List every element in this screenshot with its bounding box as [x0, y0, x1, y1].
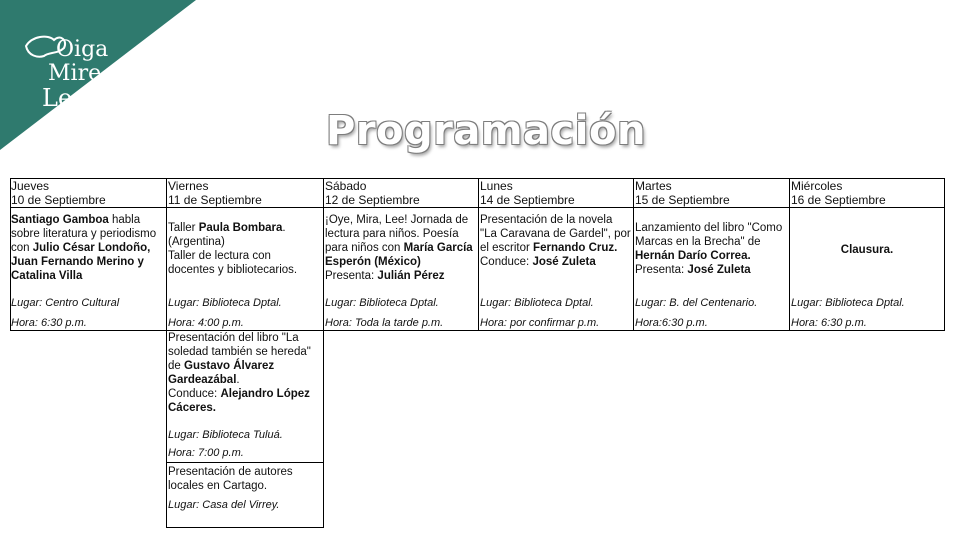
event-text: Presentación del libro "La soledad también se hereda" de [168, 332, 311, 372]
header-date: 10 de Septiembre [11, 193, 106, 207]
hour-martes: Hora:6:30 p.m. [635, 317, 708, 329]
speaker-name: Fernando Cruz. [533, 242, 618, 254]
hour-miercoles: Hora: 6:30 p.m. [791, 317, 867, 329]
header-day: Lunes [480, 179, 513, 193]
event-jueves [11, 213, 165, 283]
hour-lunes: Hora: por confirmar p.m. [480, 317, 600, 329]
speaker-name: María García Esperón (México) [325, 242, 473, 268]
event-text: Lanzamiento del libro "Como Marcas en la Brecha" de [635, 222, 783, 248]
festival-logo [18, 28, 133, 128]
col-border-4 [633, 178, 634, 331]
place-viernes-3: Lugar: Casa del Virrey. [168, 499, 280, 511]
speaker-name: Gustavo Álvarez Gardeazábal [168, 360, 275, 386]
presenter-name: Julián Pérez [377, 270, 445, 282]
header-day: Sábado [325, 179, 367, 193]
place-viernes-2: Lugar: Biblioteca Tuluá. [168, 429, 283, 441]
header-day: Jueves [11, 179, 50, 193]
event-text: Taller [168, 222, 199, 234]
header-day: Viernes [168, 179, 209, 193]
event-martes [635, 221, 788, 277]
event-viernes-2 [168, 331, 320, 415]
header-divider [10, 207, 944, 208]
header-date: 15 de Septiembre [635, 193, 730, 207]
event-text: habla sobre literatura y periodismo con [11, 214, 157, 254]
header-day: Martes [635, 179, 672, 193]
speaker-names: Julio César Londoño, Juan Fernando Merino y Catalina Villa [11, 242, 151, 282]
event-text: Taller de lectura con docentes y bibliotecarios. [168, 250, 298, 276]
presenter-name: José Zuleta [687, 264, 751, 276]
place-lunes: Lugar: Biblioteca Dptal. [480, 297, 594, 309]
speaker-name: Paula Bombara [198, 222, 283, 234]
logo-tag-3: DEL LIBRO Y LA [82, 104, 114, 109]
presenter-name: José Zuleta [532, 256, 596, 268]
table-bottom-border [10, 330, 944, 331]
event-text: . [236, 374, 240, 386]
friday-extension-bottom [166, 527, 323, 528]
event-text: Presentación de la novela "La Caravana de Gardel", por el escritor [480, 214, 631, 254]
event-miercoles: Clausura. [840, 244, 894, 256]
col-border-3 [478, 178, 479, 331]
header-lunes [480, 179, 630, 207]
hour-sabado: Hora: Toda la tarde p.m. [325, 317, 444, 329]
event-lunes [480, 213, 631, 269]
col-border-2 [323, 178, 324, 528]
event-text: Conduce: [480, 256, 533, 268]
hour-viernes: Hora: 4:00 p.m. [168, 317, 244, 329]
header-viernes [168, 179, 318, 207]
event-text: Presenta: [635, 264, 688, 276]
logo-year: 2015 [84, 117, 100, 124]
logo-word-3: Lea [42, 84, 87, 112]
event-text: Presenta: [325, 270, 378, 282]
place-martes: Lugar: B. del Centenario. [635, 297, 758, 309]
header-date: 12 de Septiembre [325, 193, 420, 207]
logo-tag-4: CULTURA [82, 109, 101, 114]
col-border-6 [944, 178, 945, 331]
speaker-name: Santiago Gamboa [11, 214, 109, 226]
speaker-name: Alejandro López Cáceres. [168, 388, 310, 414]
place-viernes: Lugar: Biblioteca Dptal. [168, 297, 282, 309]
header-date: 14 de Septiembre [480, 193, 575, 207]
header-miercoles [791, 179, 943, 207]
place-jueves: Lugar: Centro Cultural [11, 297, 120, 309]
header-date: 11 de Septiembre [168, 193, 262, 207]
header-martes [635, 179, 785, 207]
page-title: Programación [326, 108, 646, 154]
place-sabado: Lugar: Biblioteca Dptal. [325, 297, 439, 309]
speaker-name: Hernán Darío Correa. [635, 250, 751, 262]
event-viernes-3: Presentación de autores locales en Cartago. [168, 466, 293, 492]
logo-tag-1: 5ª FESTIVAL [82, 94, 107, 99]
col-border-5 [789, 178, 790, 331]
event-sabado [325, 213, 477, 283]
hour-jueves: Hora: 6:30 p.m. [11, 317, 87, 329]
event-text: ¡Oye, Mira, Lee! Jornada de lectura para niños. Poesía para niños con [325, 214, 469, 254]
logo-word-1: Oiga [56, 37, 109, 62]
header-day: Miércoles [791, 179, 843, 193]
col-border-1 [166, 178, 167, 528]
logo-tag-2: INTERNACIONAL [82, 99, 115, 104]
header-sabado [325, 179, 475, 207]
event-viernes [168, 221, 320, 277]
event-text: Conduce: [168, 388, 221, 400]
place-miercoles: Lugar: Biblioteca Dptal. [791, 297, 905, 309]
header-date: 16 de Septiembre [791, 193, 886, 207]
friday-event-divider [166, 462, 323, 463]
hour-viernes-2: Hora: 7:00 p.m. [168, 447, 244, 459]
event-text: . (Argentina) [168, 222, 286, 248]
header-jueves [11, 179, 161, 207]
logo-word-2: Mire [48, 61, 102, 86]
